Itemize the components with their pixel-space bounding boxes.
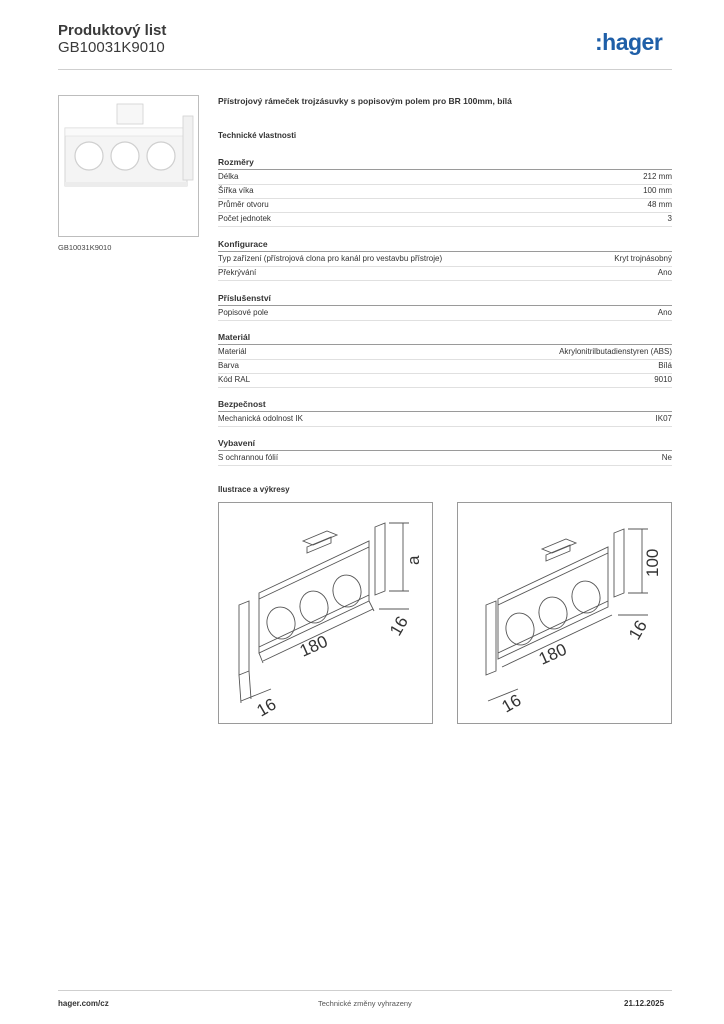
spec-row	[218, 170, 672, 185]
spec-row	[218, 359, 672, 374]
spec-row	[218, 345, 672, 360]
dimension-side-label: 16	[625, 617, 651, 643]
spec-value: Ano	[657, 308, 672, 317]
dimension-bottom-label: 16	[498, 690, 525, 717]
header-divider	[58, 69, 672, 70]
spec-value: IK07	[655, 414, 672, 423]
footer-website-link[interactable]: hager.com/cz	[58, 999, 109, 1008]
spec-value: 9010	[654, 375, 672, 384]
spec-value: Bílá	[658, 361, 672, 370]
footer-divider	[58, 990, 672, 991]
spec-key: Počet jednotek	[218, 214, 271, 223]
spec-value: 3	[667, 214, 672, 223]
product-frame-illustration	[59, 96, 200, 238]
spec-row	[218, 198, 672, 213]
hager-logo: :hager	[595, 29, 663, 55]
spec-key: Délka	[218, 172, 239, 181]
spec-value: Ano	[657, 268, 672, 277]
spec-value: Kryt trojnásobný	[614, 254, 672, 263]
spec-key: Kód RAL	[218, 375, 251, 384]
dimension-drawing	[219, 503, 434, 725]
section-title-configuration: Konfigurace	[218, 239, 268, 249]
spec-row	[218, 412, 672, 427]
spec-row	[218, 451, 672, 466]
spec-key: Mechanická odolnost IK	[218, 414, 303, 423]
spec-row	[218, 252, 672, 267]
dimension-width-label: 180	[296, 631, 331, 661]
section-title-equipment: Vybavení	[218, 438, 256, 448]
product-image-caption: GB10031K9010	[58, 243, 112, 252]
spec-key: Překrývání	[218, 268, 257, 277]
spec-key: Barva	[218, 361, 239, 370]
spec-key: S ochrannou fólií	[218, 453, 279, 462]
spec-row	[218, 266, 672, 281]
section-title-accessories: Příslušenství	[218, 293, 271, 303]
spec-key: Průměr otvoru	[218, 200, 269, 209]
technical-properties-heading: Technické vlastnosti	[218, 131, 297, 140]
spec-row	[218, 184, 672, 199]
spec-value: Ne	[661, 453, 672, 462]
product-description: Přístrojový rámeček trojzásuvky s popisovým polem pro BR 100mm, bílá	[218, 96, 512, 106]
technical-drawing-right	[457, 502, 672, 724]
spec-value: 48 mm	[647, 200, 672, 209]
spec-key: Materiál	[218, 347, 247, 356]
illustrations-heading: Ilustrace a výkresy	[218, 485, 290, 494]
dimension-height-label: 100	[643, 548, 662, 577]
dimension-height-label: a	[404, 555, 423, 565]
spec-key: Šířka víka	[218, 186, 254, 195]
spec-value: Akrylonitrilbutadienstyren (ABS)	[559, 347, 672, 356]
spec-key: Typ zařízení (přístrojová clona pro kanál pro vestavbu přístroje)	[218, 254, 443, 263]
section-title-safety: Bezpečnost	[218, 399, 266, 409]
spec-row	[218, 306, 672, 321]
dimension-side-label: 16	[386, 613, 412, 639]
product-code: GB10031K9010	[58, 39, 165, 56]
section-title-material: Materiál	[218, 332, 251, 342]
dimension-drawing	[458, 503, 673, 725]
footer-disclaimer: Technické změny vyhrazeny	[318, 999, 412, 1008]
dimension-width-label: 180	[535, 639, 570, 669]
spec-row	[218, 212, 672, 227]
spec-key: Popisové pole	[218, 308, 269, 317]
product-image	[58, 95, 199, 237]
spec-value: 100 mm	[643, 186, 672, 195]
footer-date: 21.12.2025	[624, 999, 665, 1008]
section-title-dimensions: Rozměry	[218, 157, 254, 167]
document-title: Produktový list	[58, 22, 167, 39]
spec-value: 212 mm	[643, 172, 672, 181]
spec-row	[218, 373, 672, 388]
dimension-bottom-label: 16	[253, 694, 280, 721]
technical-drawing-left	[218, 502, 433, 724]
